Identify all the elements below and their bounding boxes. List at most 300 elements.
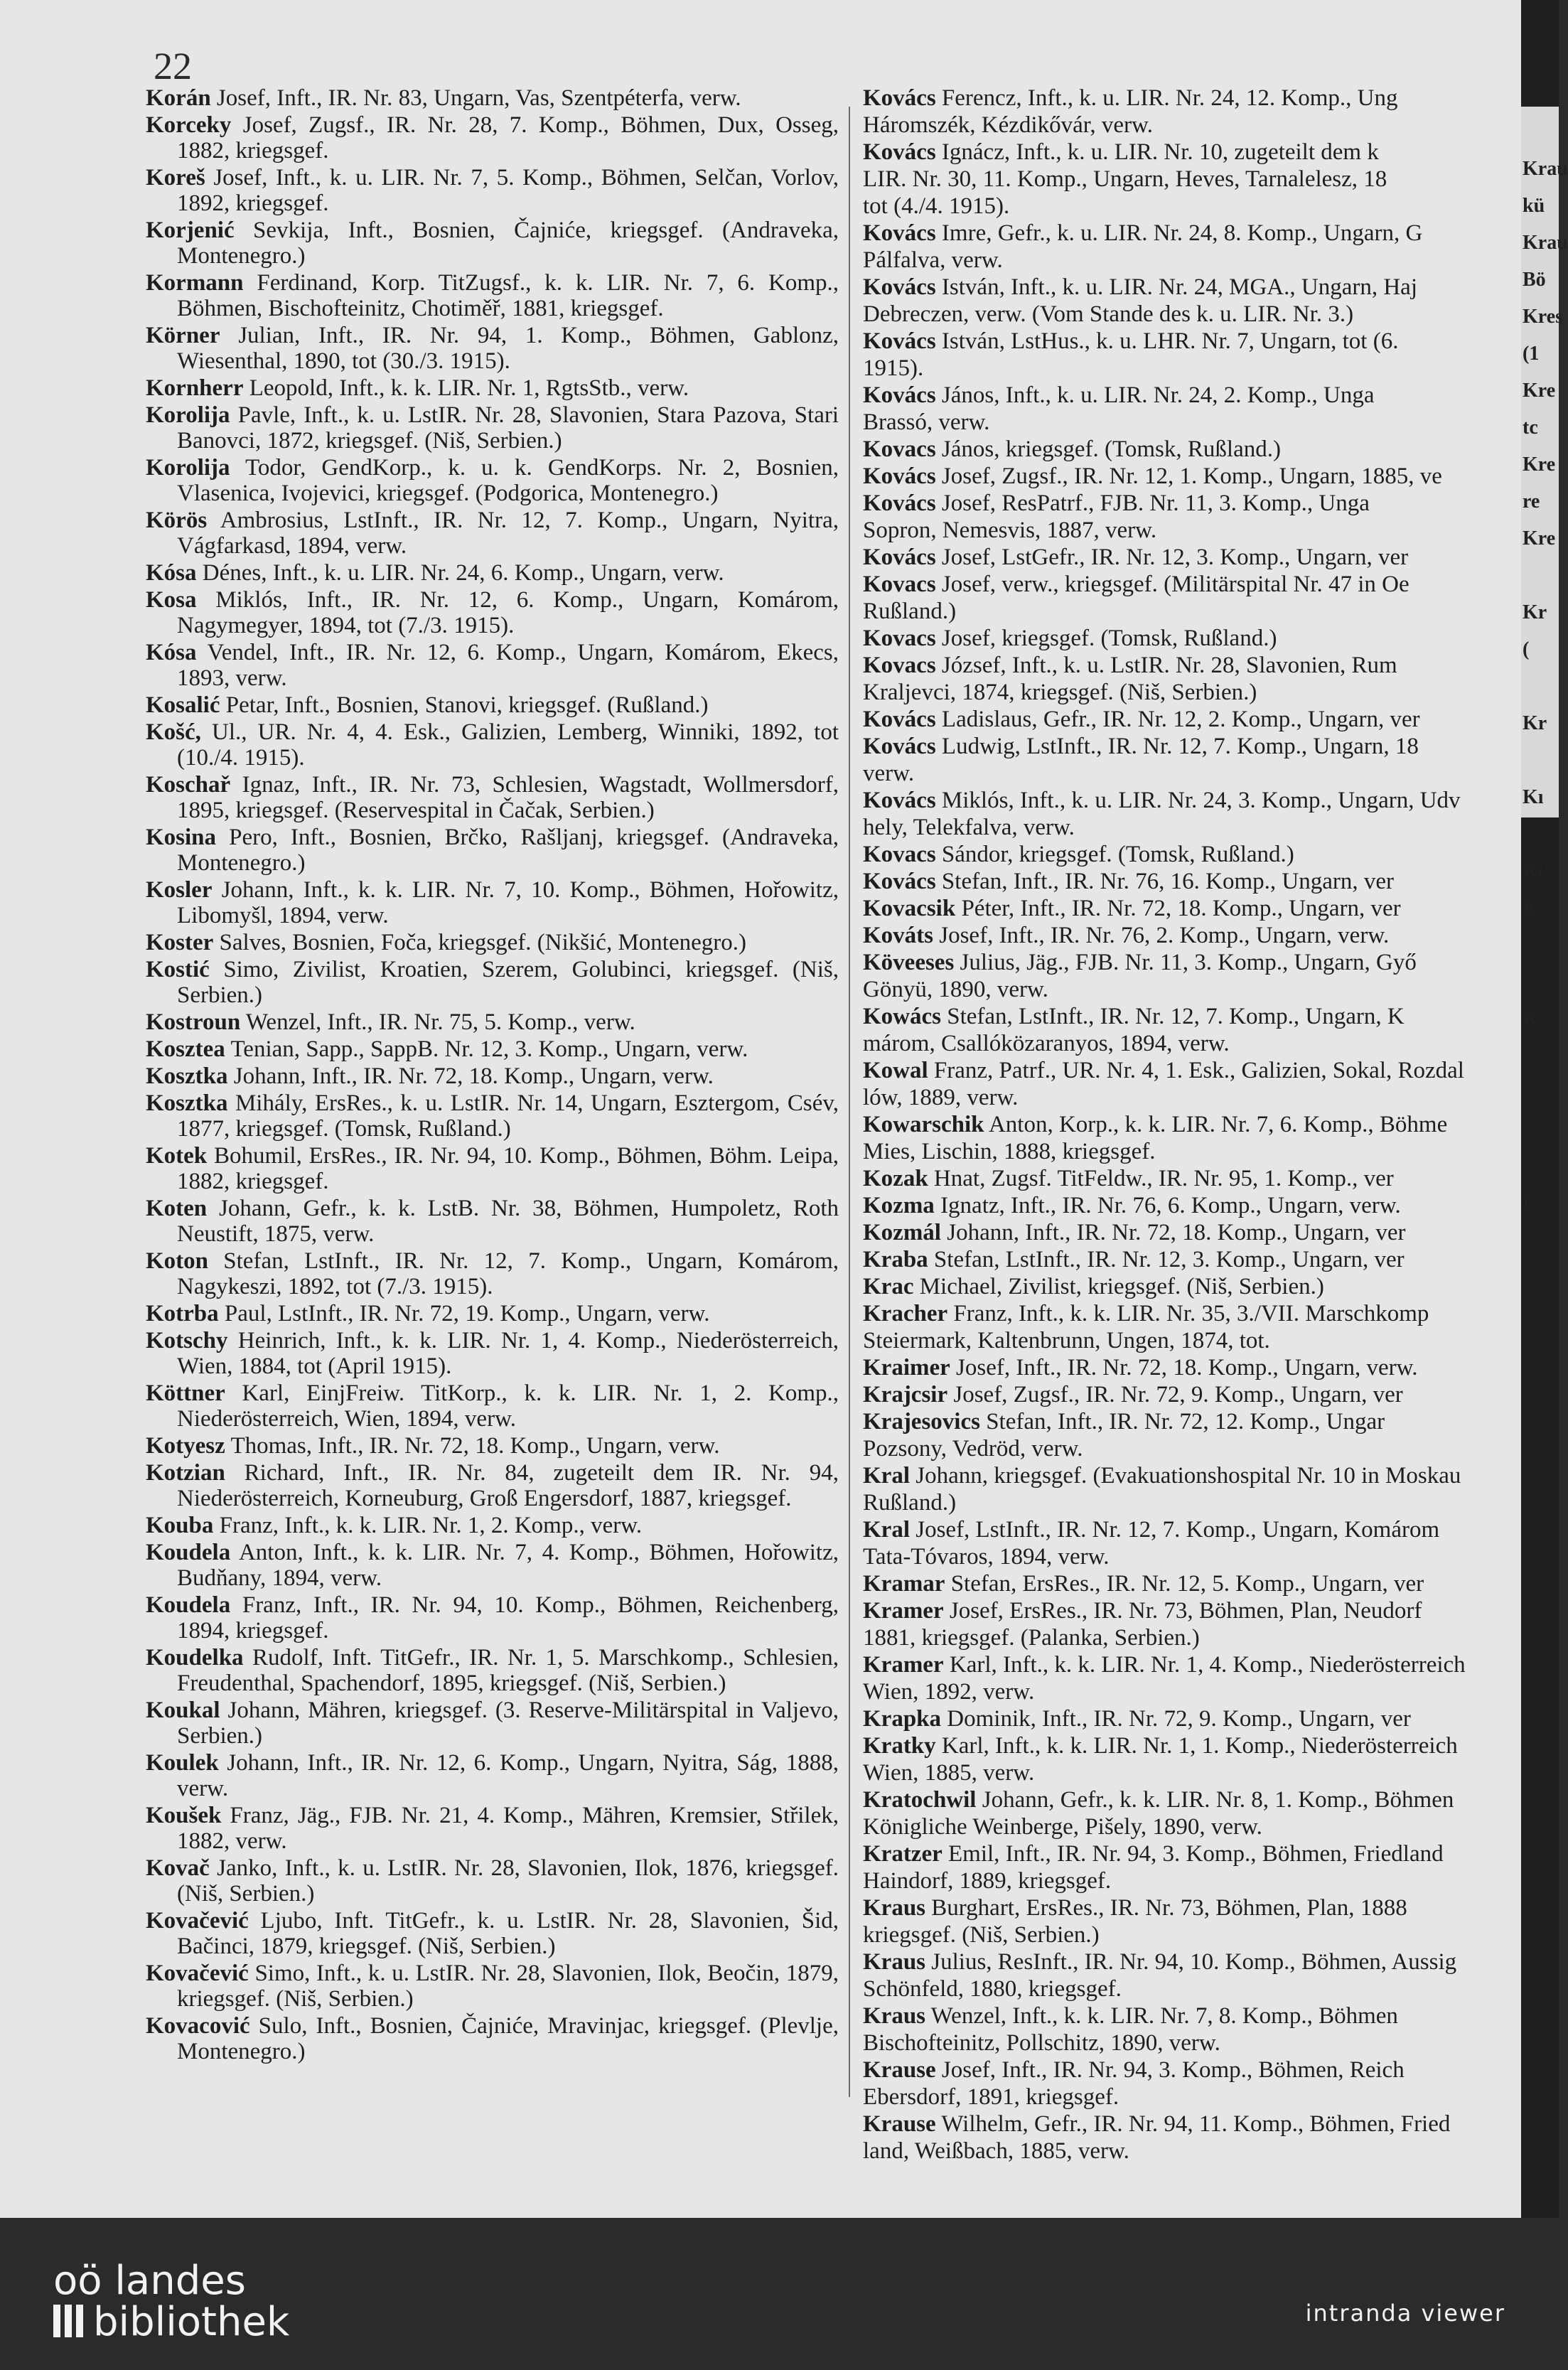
entry-surname: Kovacs: [863, 653, 936, 678]
entry-surname: Košć,: [146, 719, 201, 745]
entry-surname: Körös: [146, 508, 208, 533]
entry-details: István, LstHus., k. u. LHR. Nr. 7, Ungarn, tot (6.: [935, 328, 1399, 354]
entry-details: Johann, Inft., IR. Nr. 72, 18. Komp., Ungarn, verw.: [233, 1063, 714, 1089]
entry-surname: Koreš: [146, 165, 205, 191]
register-line: [863, 1625, 1521, 1651]
entry-surname: Kosztka: [146, 1090, 228, 1116]
adjacent-page-fragment: Ki: [1523, 860, 1544, 882]
entry-surname: Kracher: [863, 1301, 948, 1326]
entry-surname: Kovács: [863, 220, 936, 246]
entry-details: Leopold, Inft., k. k. LIR. Nr. 1, RgtsStb., verw.: [249, 375, 689, 401]
register-entry: [146, 1009, 839, 1035]
adjacent-page-fragment: Krau: [1523, 158, 1568, 180]
entry-surname: Kratky: [863, 1733, 936, 1759]
entry-details: Debreczen, verw. (Vom Stande des k. u. LIR. Nr. 3.): [863, 301, 1354, 327]
entry-details: Johann, kriegsgef. (Evakuationshospital Nr. 10 in Moskau: [909, 1463, 1461, 1489]
entry-details: Stefan, Inft., IR. Nr. 72, 12. Komp., Ungar: [979, 1409, 1385, 1435]
entry-details: Johann, Inft., k. k. LIR. Nr. 7, 10. Komp., Böhmen, Hořowitz, Libomyšl, 1894, verw.: [177, 877, 839, 928]
entry-surname: Kovács: [863, 139, 936, 165]
adjacent-page-fragment: Kr: [1523, 601, 1547, 623]
register-line: [863, 382, 1521, 408]
entry-details: Pozsony, Vedröd, verw.: [863, 1436, 1083, 1462]
entry-surname: Kowal: [863, 1058, 928, 1083]
entry-surname: Koten: [146, 1196, 208, 1221]
register-line: [863, 2057, 1521, 2083]
entry-details: Haindorf, 1889, kriegsgef.: [863, 1868, 1112, 1894]
entry-details: Rußland.): [863, 1490, 957, 1516]
entry-surname: Kraus: [863, 1895, 926, 1921]
entry-details: Johann, Inft., IR. Nr. 12, 6. Komp., Ungarn, Nyitra, Ság, 1888, verw.: [177, 1750, 839, 1801]
register-line: [863, 815, 1521, 840]
entry-details: Mies, Lischin, 1888, kriegsgef.: [863, 1139, 1156, 1164]
entry-surname: Kovacs: [863, 842, 936, 867]
entry-surname: Korceky: [146, 112, 232, 138]
entry-details: Sulo, Inft., Bosnien, Čajniće, Mravinjac, kriegsgef. (Plevlje, Montenegro.): [177, 2013, 839, 2064]
register-line: [863, 2003, 1521, 2029]
register-line: [863, 85, 1521, 111]
register-line: [863, 1571, 1521, 1597]
entry-surname: Koster: [146, 930, 214, 955]
register-entry: [146, 1513, 839, 1538]
register-entry: [146, 692, 839, 718]
entry-details: Ebersdorf, 1891, kriegsgef.: [863, 2084, 1119, 2110]
adjacent-page-fragment: re: [1523, 490, 1540, 513]
entry-details: Sándor, kriegsgef. (Tomsk, Rußland.): [935, 842, 1294, 867]
register-line: [863, 1085, 1521, 1110]
entry-surname: Kovács: [863, 707, 936, 732]
entry-details: Karl, Inft., k. k. LIR. Nr. 1, 4. Komp., Niederösterreich: [943, 1652, 1466, 1678]
register-line: [863, 1787, 1521, 1813]
entry-surname: Kotek: [146, 1143, 208, 1169]
register-line: [863, 1409, 1521, 1435]
register-line: [863, 2111, 1521, 2137]
register-line: [863, 1544, 1521, 1570]
adjacent-page-fragment: Kr: [1523, 712, 1547, 734]
entry-surname: Kowarschik: [863, 1112, 984, 1137]
register-line: [863, 1058, 1521, 1083]
entry-surname: Kraba: [863, 1247, 928, 1272]
entry-details: Josef, Zugsf., IR. Nr. 28, 7. Komp., Böhmen, Dux, Osseg, 1882, kriegsgef.: [177, 112, 839, 163]
entry-surname: Kozmál: [863, 1220, 941, 1245]
entry-details: Pálfalva, verw.: [863, 247, 1003, 273]
entry-details: Josef, Inft., IR. Nr. 76, 2. Komp., Ungarn, verw.: [933, 923, 1390, 948]
logo-line2-wrap: [53, 2299, 290, 2345]
entry-surname: Kostić: [146, 957, 210, 982]
entry-details: István, Inft., k. u. LIR. Nr. 24, MGA., Ungarn, Haj: [935, 274, 1417, 300]
register-line: [863, 436, 1521, 462]
entry-surname: Köttner: [146, 1380, 225, 1406]
entry-surname: Krajcsir: [863, 1382, 948, 1407]
entry-details: tot (4./4. 1915).: [863, 193, 1010, 219]
register-line: [863, 599, 1521, 624]
entry-details: Stefan, ErsRes., IR. Nr. 12, 5. Komp., Ungarn, ver: [945, 1571, 1424, 1597]
register-line: [863, 139, 1521, 165]
adjacent-page-fragment: Kre: [1523, 380, 1556, 402]
entry-details: Josef, ErsRes., IR. Nr. 73, Böhmen, Plan, Neudorf: [943, 1598, 1422, 1624]
entry-surname: Krause: [863, 2057, 936, 2083]
right-column: [863, 85, 1521, 2165]
register-line: [863, 1949, 1521, 1975]
entry-surname: Kovacović: [146, 2013, 250, 2039]
entry-details: Dénes, Inft., k. u. LIR. Nr. 24, 6. Komp., Ungarn, verw.: [202, 560, 724, 586]
adjacent-page-fragment: Bö: [1523, 269, 1546, 291]
entry-details: Anton, Inft., k. k. LIR. Nr. 7, 4. Komp., Böhmen, Hořowitz, Budňany, 1894, verw.: [177, 1540, 839, 1591]
register-line: [863, 1679, 1521, 1705]
entry-surname: Kozma: [863, 1193, 935, 1218]
entry-surname: Kovač: [146, 1855, 210, 1881]
entry-surname: Kovács: [863, 545, 936, 570]
entry-details: Julius, Jäg., FJB. Nr. 11, 3. Komp., Ungarn, Győ: [954, 950, 1417, 975]
logo-line2: bibliothek: [93, 2299, 290, 2345]
entry-details: Sopron, Nemesvis, 1887, verw.: [863, 518, 1157, 543]
entry-details: Wilhelm, Gefr., IR. Nr. 94, 11. Komp., Böhmen, Fried: [935, 2111, 1451, 2137]
entry-details: Miklós, Inft., k. u. LIR. Nr. 24, 3. Komp., Ungarn, Udv: [935, 788, 1461, 813]
register-line: [863, 1031, 1521, 1056]
register-line: [863, 734, 1521, 759]
entry-details: Michael, Zivilist, kriegsgef. (Niš, Serbien.): [913, 1274, 1324, 1299]
entry-details: Miklós, Inft., IR. Nr. 12, 6. Komp., Ungarn, Komárom, Nagymegyer, 1894, tot (7./3. 1915).: [177, 587, 839, 638]
register-line: [863, 409, 1521, 435]
entry-details: Josef, Inft., k. u. LIR. Nr. 7, 5. Komp., Böhmen, Selčan, Vorlov, 1892, kriegsgef.: [177, 165, 839, 216]
entry-surname: Kovács: [863, 869, 936, 894]
entry-details: Simo, Inft., k. u. LstIR. Nr. 28, Slavonien, Ilok, Beočin, 1879, kriegsgef. (Niš, Serbien.): [177, 1961, 839, 2012]
entry-details: Josef, LstGefr., IR. Nr. 12, 3. Komp., Ungarn, ver: [935, 545, 1409, 570]
entry-details: Wien, 1885, verw.: [863, 1760, 1035, 1786]
entry-surname: Kosztka: [146, 1063, 228, 1089]
entry-details: Johann, Mähren, kriegsgef. (3. Reserve-Militärspital in Valjevo, Serbien.): [177, 1698, 839, 1749]
register-line: [863, 1139, 1521, 1164]
register-line: [863, 193, 1521, 219]
register-line: [863, 518, 1521, 543]
register-line: [863, 1922, 1521, 1948]
entry-details: Johann, Inft., IR. Nr. 72, 18. Komp., Ungarn, ver: [940, 1220, 1406, 1245]
adjacent-page-fragment: Kre: [1523, 527, 1556, 549]
register-entry: [146, 560, 839, 586]
adjacent-page-fragment: Krau: [1523, 232, 1568, 254]
entry-details: Stefan, LstInft., IR. Nr. 12, 3. Komp., Ungarn, ver: [928, 1247, 1405, 1272]
adjacent-page-fragment: I: [1523, 1193, 1530, 1215]
register-line: [863, 1895, 1521, 1921]
entry-details: Karl, Inft., k. k. LIR. Nr. 1, 1. Komp., Niederösterreich: [935, 1733, 1458, 1759]
entry-details: Stefan, LstInft., IR. Nr. 12, 7. Komp., Ungarn, K: [941, 1004, 1405, 1029]
entry-surname: Kovács: [863, 734, 936, 759]
register-line: [863, 950, 1521, 975]
entry-details: Franz, Inft., IR. Nr. 94, 10. Komp., Böhmen, Reichenberg, 1894, kriegsgef.: [177, 1592, 839, 1644]
entry-details: Ludwig, LstInft., IR. Nr. 12, 7. Komp., Ungarn, 18: [935, 734, 1419, 759]
entry-details: Johann, Gefr., k. k. LIR. Nr. 8, 1. Komp., Böhmen: [976, 1787, 1454, 1813]
register-entry: [146, 1540, 839, 1591]
entry-details: lów, 1889, verw.: [863, 1085, 1019, 1110]
register-entry: [146, 1063, 839, 1089]
entry-surname: Kosa: [146, 587, 197, 613]
adjacent-page-fragment: tc: [1523, 417, 1538, 439]
entry-surname: Kotrba: [146, 1301, 219, 1326]
entry-surname: Kosalić: [146, 692, 220, 718]
entry-details: Rudolf, Inft. TitGefr., IR. Nr. 1, 5. Marschkomp., Schlesien, Freudenthal, Spachendorf, 1895, kriegsgef. (Niš, Serbien.): [177, 1645, 839, 1696]
logo-line1: oö landes: [53, 2258, 246, 2304]
entry-details: Ferdinand, Korp. TitZugsf., k. k. LIR. Nr. 7, 6. Komp., Böhmen, Bischofteinitz, Chotiměř, 1881, kriegsgef.: [177, 270, 839, 321]
register-line: [863, 1220, 1521, 1245]
entry-details: Josef, LstInft., IR. Nr. 12, 7. Komp., Ungarn, Komárom: [909, 1517, 1440, 1543]
entry-details: land, Weißbach, 1885, verw.: [863, 2138, 1129, 2164]
entry-details: Ignácz, Inft., k. u. LIR. Nr. 10, zugeteilt dem k: [935, 139, 1379, 165]
entry-surname: Kozak: [863, 1166, 928, 1191]
entry-surname: Kósa: [146, 640, 197, 665]
register-line: [863, 1004, 1521, 1029]
entry-surname: Krause: [863, 2111, 936, 2137]
entry-details: Wenzel, Inft., IR. Nr. 75, 5. Komp., verw.: [245, 1009, 635, 1035]
entry-details: Julius, ResInft., IR. Nr. 94, 10. Komp., Böhmen, Aussig: [925, 1949, 1457, 1975]
register-line: [863, 1490, 1521, 1516]
entry-details: Mihály, ErsRes., k. u. LstIR. Nr. 14, Ungarn, Esztergom, Csév, 1877, kriegsgef. (Tomsk, Rußland.): [177, 1090, 839, 1142]
entry-details: Königliche Weinberge, Pišely, 1890, verw.: [863, 1814, 1262, 1840]
register-line: [863, 896, 1521, 921]
register-line: [863, 301, 1521, 327]
entry-surname: Korolija: [146, 455, 230, 481]
register-line: [863, 463, 1521, 489]
register-entry: [146, 1908, 839, 1959]
entry-surname: Kósa: [146, 560, 197, 586]
register-line: [863, 1760, 1521, 1786]
register-entry: [146, 270, 839, 321]
entry-surname: Kotyesz: [146, 1433, 225, 1459]
register-line: [863, 842, 1521, 867]
register-entry: [146, 218, 839, 269]
register-line: [863, 166, 1521, 192]
entry-details: Julian, Inft., IR. Nr. 94, 1. Komp., Böhmen, Gablonz, Wiesenthal, 1890, tot (30./3. 1915).: [177, 323, 839, 374]
adjacent-page-fragment: K: [1523, 897, 1538, 919]
entry-surname: Kostroun: [146, 1009, 241, 1035]
register-line: [863, 1706, 1521, 1732]
register-entry: [146, 1645, 839, 1696]
entry-details: Todor, GendKorp., k. u. k. GendKorps. Nr. 2, Bosnien, Vlasenica, Ivojevici, kriegsgef. (Podgorica, Montenegro.): [177, 455, 839, 506]
entry-surname: Kovács: [863, 788, 936, 813]
entry-details: Burghart, ErsRes., IR. Nr. 73, Böhmen, Plan, 1888: [925, 1895, 1407, 1921]
register-entry: [146, 1698, 839, 1749]
entry-details: Háromszék, Kézdikővár, verw.: [863, 112, 1153, 138]
entry-surname: Kovačević: [146, 1961, 249, 1986]
register-line: [863, 1436, 1521, 1462]
entry-details: verw.: [863, 761, 915, 786]
entry-surname: Koton: [146, 1248, 209, 1274]
entry-details: Janko, Inft., k. u. LstIR. Nr. 28, Slavonien, Ilok, 1876, kriegsgef. (Niš, Serbien.): [177, 1855, 839, 1907]
register-line: [863, 1247, 1521, 1272]
register-line: [863, 1517, 1521, 1543]
register-entry: [146, 1090, 839, 1142]
entry-details: Kraljevci, 1874, kriegsgef. (Niš, Serbien.): [863, 680, 1257, 705]
register-line: [863, 1301, 1521, 1326]
entry-surname: Kratochwil: [863, 1787, 977, 1813]
register-line: [863, 545, 1521, 570]
entry-details: Johann, Gefr., k. k. LstB. Nr. 38, Böhmen, Humpoletz, Roth Neustift, 1875, verw.: [177, 1196, 839, 1247]
register-entry: [146, 112, 839, 163]
entry-details: Ladislaus, Gefr., IR. Nr. 12, 2. Komp., Ungarn, ver: [935, 707, 1420, 732]
register-line: [863, 869, 1521, 894]
register-entry: [146, 1196, 839, 1247]
entry-surname: Kovacs: [863, 626, 936, 651]
register-line: [863, 923, 1521, 948]
register-entry: [146, 1380, 839, 1432]
entry-surname: Kowács: [863, 1004, 941, 1029]
entry-details: Richard, Inft., IR. Nr. 84, zugeteilt dem IR. Nr. 94, Niederösterreich, Korneuburg, Groß Engersdorf, 1887, kriegsgef.: [177, 1460, 839, 1511]
entry-details: János, kriegsgef. (Tomsk, Rußland.): [935, 436, 1281, 462]
entry-surname: Kosler: [146, 877, 213, 903]
register-entry: [146, 1143, 839, 1194]
register-line: [863, 1733, 1521, 1759]
entry-details: János, Inft., k. u. LIR. Nr. 24, 2. Komp., Unga: [935, 382, 1375, 408]
entry-surname: Kovacs: [863, 436, 936, 462]
left-column: [146, 85, 839, 2066]
entry-details: Wenzel, Inft., k. k. LIR. Nr. 7, 8. Komp., Böhmen: [925, 2003, 1398, 2029]
entry-details: Hnat, Zugsf. TitFeldw., IR. Nr. 95, 1. Komp., ver: [928, 1166, 1394, 1191]
register-line: [863, 1166, 1521, 1191]
register-entry: [146, 2013, 839, 2064]
register-line: [863, 1814, 1521, 1840]
register-line: [863, 2084, 1521, 2110]
entry-details: József, Inft., k. u. LstIR. Nr. 28, Slavonien, Rum: [935, 653, 1397, 678]
entry-surname: Körner: [146, 323, 220, 348]
entry-details: Emil, Inft., IR. Nr. 94, 3. Komp., Böhmen, Friedland: [942, 1841, 1444, 1867]
register-line: [863, 788, 1521, 813]
register-entry: [146, 85, 839, 111]
register-entry: [146, 508, 839, 559]
register-entry: [146, 719, 839, 771]
register-line: [863, 2030, 1521, 2056]
register-line: [863, 626, 1521, 651]
entry-details: Josef, Inft., IR. Nr. 83, Ungarn, Vas, Szentpéterfa, verw.: [216, 85, 741, 111]
register-line: [863, 112, 1521, 138]
entry-surname: Kormann: [146, 270, 244, 296]
register-line: [863, 274, 1521, 300]
entry-surname: Koušek: [146, 1803, 222, 1828]
entry-details: Ignaz, Inft., IR. Nr. 73, Schlesien, Wagstadt, Wollmersdorf, 1895, kriegsgef. (Reservespital in Čačak, Serbien.): [177, 772, 839, 823]
register-entry: [146, 930, 839, 955]
entry-details: Josef, kriegsgef. (Tomsk, Rußland.): [935, 626, 1277, 651]
entry-details: Imre, Gefr., k. u. LIR. Nr. 24, 8. Komp., Ungarn, G: [935, 220, 1423, 246]
entry-surname: Korjenić: [146, 218, 235, 243]
entry-details: Josef, Inft., IR. Nr. 72, 18. Komp., Ungarn, verw.: [950, 1355, 1418, 1380]
entry-surname: Kratzer: [863, 1841, 943, 1867]
entry-details: Pavle, Inft., k. u. LstIR. Nr. 28, Slavonien, Stara Pazova, Stari Banovci, 1872, kriegsgef. (Niš, Serbien.): [177, 402, 839, 454]
register-entry: [146, 375, 839, 401]
register-entry: [146, 1855, 839, 1907]
register-line: [863, 1193, 1521, 1218]
entry-details: Ambrosius, LstInft., IR. Nr. 12, 7. Komp., Ungarn, Nyitra, Vágfarkasd, 1894, verw.: [177, 508, 839, 559]
entry-surname: Kovacs: [863, 572, 936, 597]
entry-surname: Krajesovics: [863, 1409, 980, 1435]
entry-surname: Kral: [863, 1463, 910, 1489]
register-line: [863, 1598, 1521, 1624]
viewer-label: intranda viewer: [1305, 2300, 1505, 2327]
register-line: [863, 1976, 1521, 2002]
entry-surname: Kovacsik: [863, 896, 956, 921]
entry-details: Josef, Zugsf., IR. Nr. 72, 9. Komp., Ungarn, ver: [947, 1382, 1403, 1407]
logo-bars-icon: [53, 2304, 87, 2345]
entry-surname: Koulek: [146, 1750, 219, 1776]
entry-surname: Kraus: [863, 2003, 926, 2029]
entry-surname: Kouba: [146, 1513, 214, 1538]
adjacent-page-fragment: kü: [1523, 195, 1545, 217]
entry-details: Dominik, Inft., IR. Nr. 72, 9. Komp., Ungarn, ver: [941, 1706, 1411, 1732]
entry-details: Franz, Inft., k. k. LIR. Nr. 1, 2. Komp., verw.: [219, 1513, 643, 1538]
entry-details: Vendel, Inft., IR. Nr. 12, 6. Komp., Ungarn, Komárom, Ekecs, 1893, verw.: [177, 640, 839, 691]
register-entry: [146, 587, 839, 638]
entry-details: Paul, LstInft., IR. Nr. 72, 19. Komp., Ungarn, verw.: [224, 1301, 710, 1326]
entry-details: Brassó, verw.: [863, 409, 990, 435]
entry-details: 1881, kriegsgef. (Palanka, Serbien.): [863, 1625, 1200, 1651]
entry-surname: Kovács: [863, 382, 936, 408]
entry-details: Steiermark, Kaltenbrunn, Ungen, 1874, tot.: [863, 1328, 1270, 1353]
adjacent-page-fragment: (: [1523, 638, 1530, 660]
entry-surname: Kovács: [863, 274, 936, 300]
register-line: [863, 2138, 1521, 2164]
entry-surname: Krac: [863, 1274, 914, 1299]
entry-details: Tenian, Sapp., SappB. Nr. 12, 3. Komp., Ungarn, verw.: [230, 1036, 748, 1062]
register-entry: [146, 1248, 839, 1299]
register-line: [863, 1112, 1521, 1137]
register-entry: [146, 957, 839, 1008]
entry-surname: Kornherr: [146, 375, 244, 401]
adjacent-page-fragment: Kres: [1523, 306, 1564, 328]
entry-details: Ignatz, Inft., IR. Nr. 76, 6. Komp., Ungarn, verw.: [934, 1193, 1401, 1218]
register-line: [863, 707, 1521, 732]
entry-surname: Koudela: [146, 1540, 231, 1565]
entry-surname: Köveeses: [863, 950, 955, 975]
page-number: 22: [154, 45, 192, 87]
entry-details: hely, Telekfalva, verw.: [863, 815, 1075, 840]
register-line: [863, 355, 1521, 381]
entry-surname: Kosina: [146, 825, 217, 850]
adjacent-page-fragment: K: [1523, 1008, 1538, 1030]
entry-surname: Koudela: [146, 1592, 231, 1618]
register-line: [863, 761, 1521, 786]
entry-details: Bischofteinitz, Pollschitz, 1890, verw.: [863, 2030, 1220, 2056]
register-entry: [146, 1803, 839, 1854]
entry-details: LIR. Nr. 30, 11. Komp., Ungarn, Heves, Tarnalelesz, 18: [863, 166, 1387, 192]
entry-surname: Kraus: [863, 1949, 926, 1975]
entry-details: Péter, Inft., IR. Nr. 72, 18. Komp., Ungarn, ver: [955, 896, 1401, 921]
register-line: [863, 490, 1521, 516]
entry-details: Franz, Inft., k. k. LIR. Nr. 35, 3./VII. Marschkomp: [947, 1301, 1429, 1326]
entry-details: Ul., UR. Nr. 4, 4. Esk., Galizien, Lemberg, Winniki, 1892, tot (10./4. 1915).: [177, 719, 839, 771]
register-entry: [146, 1328, 839, 1379]
register-line: [863, 977, 1521, 1002]
register-entry: [146, 1460, 839, 1511]
register-line: [863, 328, 1521, 354]
entry-surname: Kosztea: [146, 1036, 225, 1062]
entry-details: 1915).: [863, 355, 924, 381]
register-entry: [146, 165, 839, 216]
entry-details: Petar, Inft., Bosnien, Stanovi, kriegsgef. (Rußland.): [225, 692, 709, 718]
entry-details: Wien, 1892, verw.: [863, 1679, 1035, 1705]
entry-details: márom, Csallóközaranyos, 1894, verw.: [863, 1031, 1230, 1056]
entry-surname: Kramer: [863, 1598, 944, 1624]
register-entry: [146, 640, 839, 691]
register-line: [863, 1355, 1521, 1380]
register-entry: [146, 825, 839, 876]
entry-details: Karl, EinjFreiw. TitKorp., k. k. LIR. Nr. 1, 2. Komp., Niederösterreich, Wien, 1894, verw.: [177, 1380, 839, 1432]
entry-surname: Kovács: [863, 463, 936, 489]
entry-surname: Koudelka: [146, 1645, 244, 1671]
register-line: [863, 1841, 1521, 1867]
entry-surname: Kovács: [863, 490, 936, 516]
entry-details: Josef, verw., kriegsgef. (Militärspital Nr. 47 in Oe: [935, 572, 1409, 597]
register-line: [863, 1868, 1521, 1894]
entry-surname: Kotzian: [146, 1460, 225, 1486]
register-line: [863, 572, 1521, 597]
register-entry: [146, 1301, 839, 1326]
register-entry: [146, 1961, 839, 2012]
